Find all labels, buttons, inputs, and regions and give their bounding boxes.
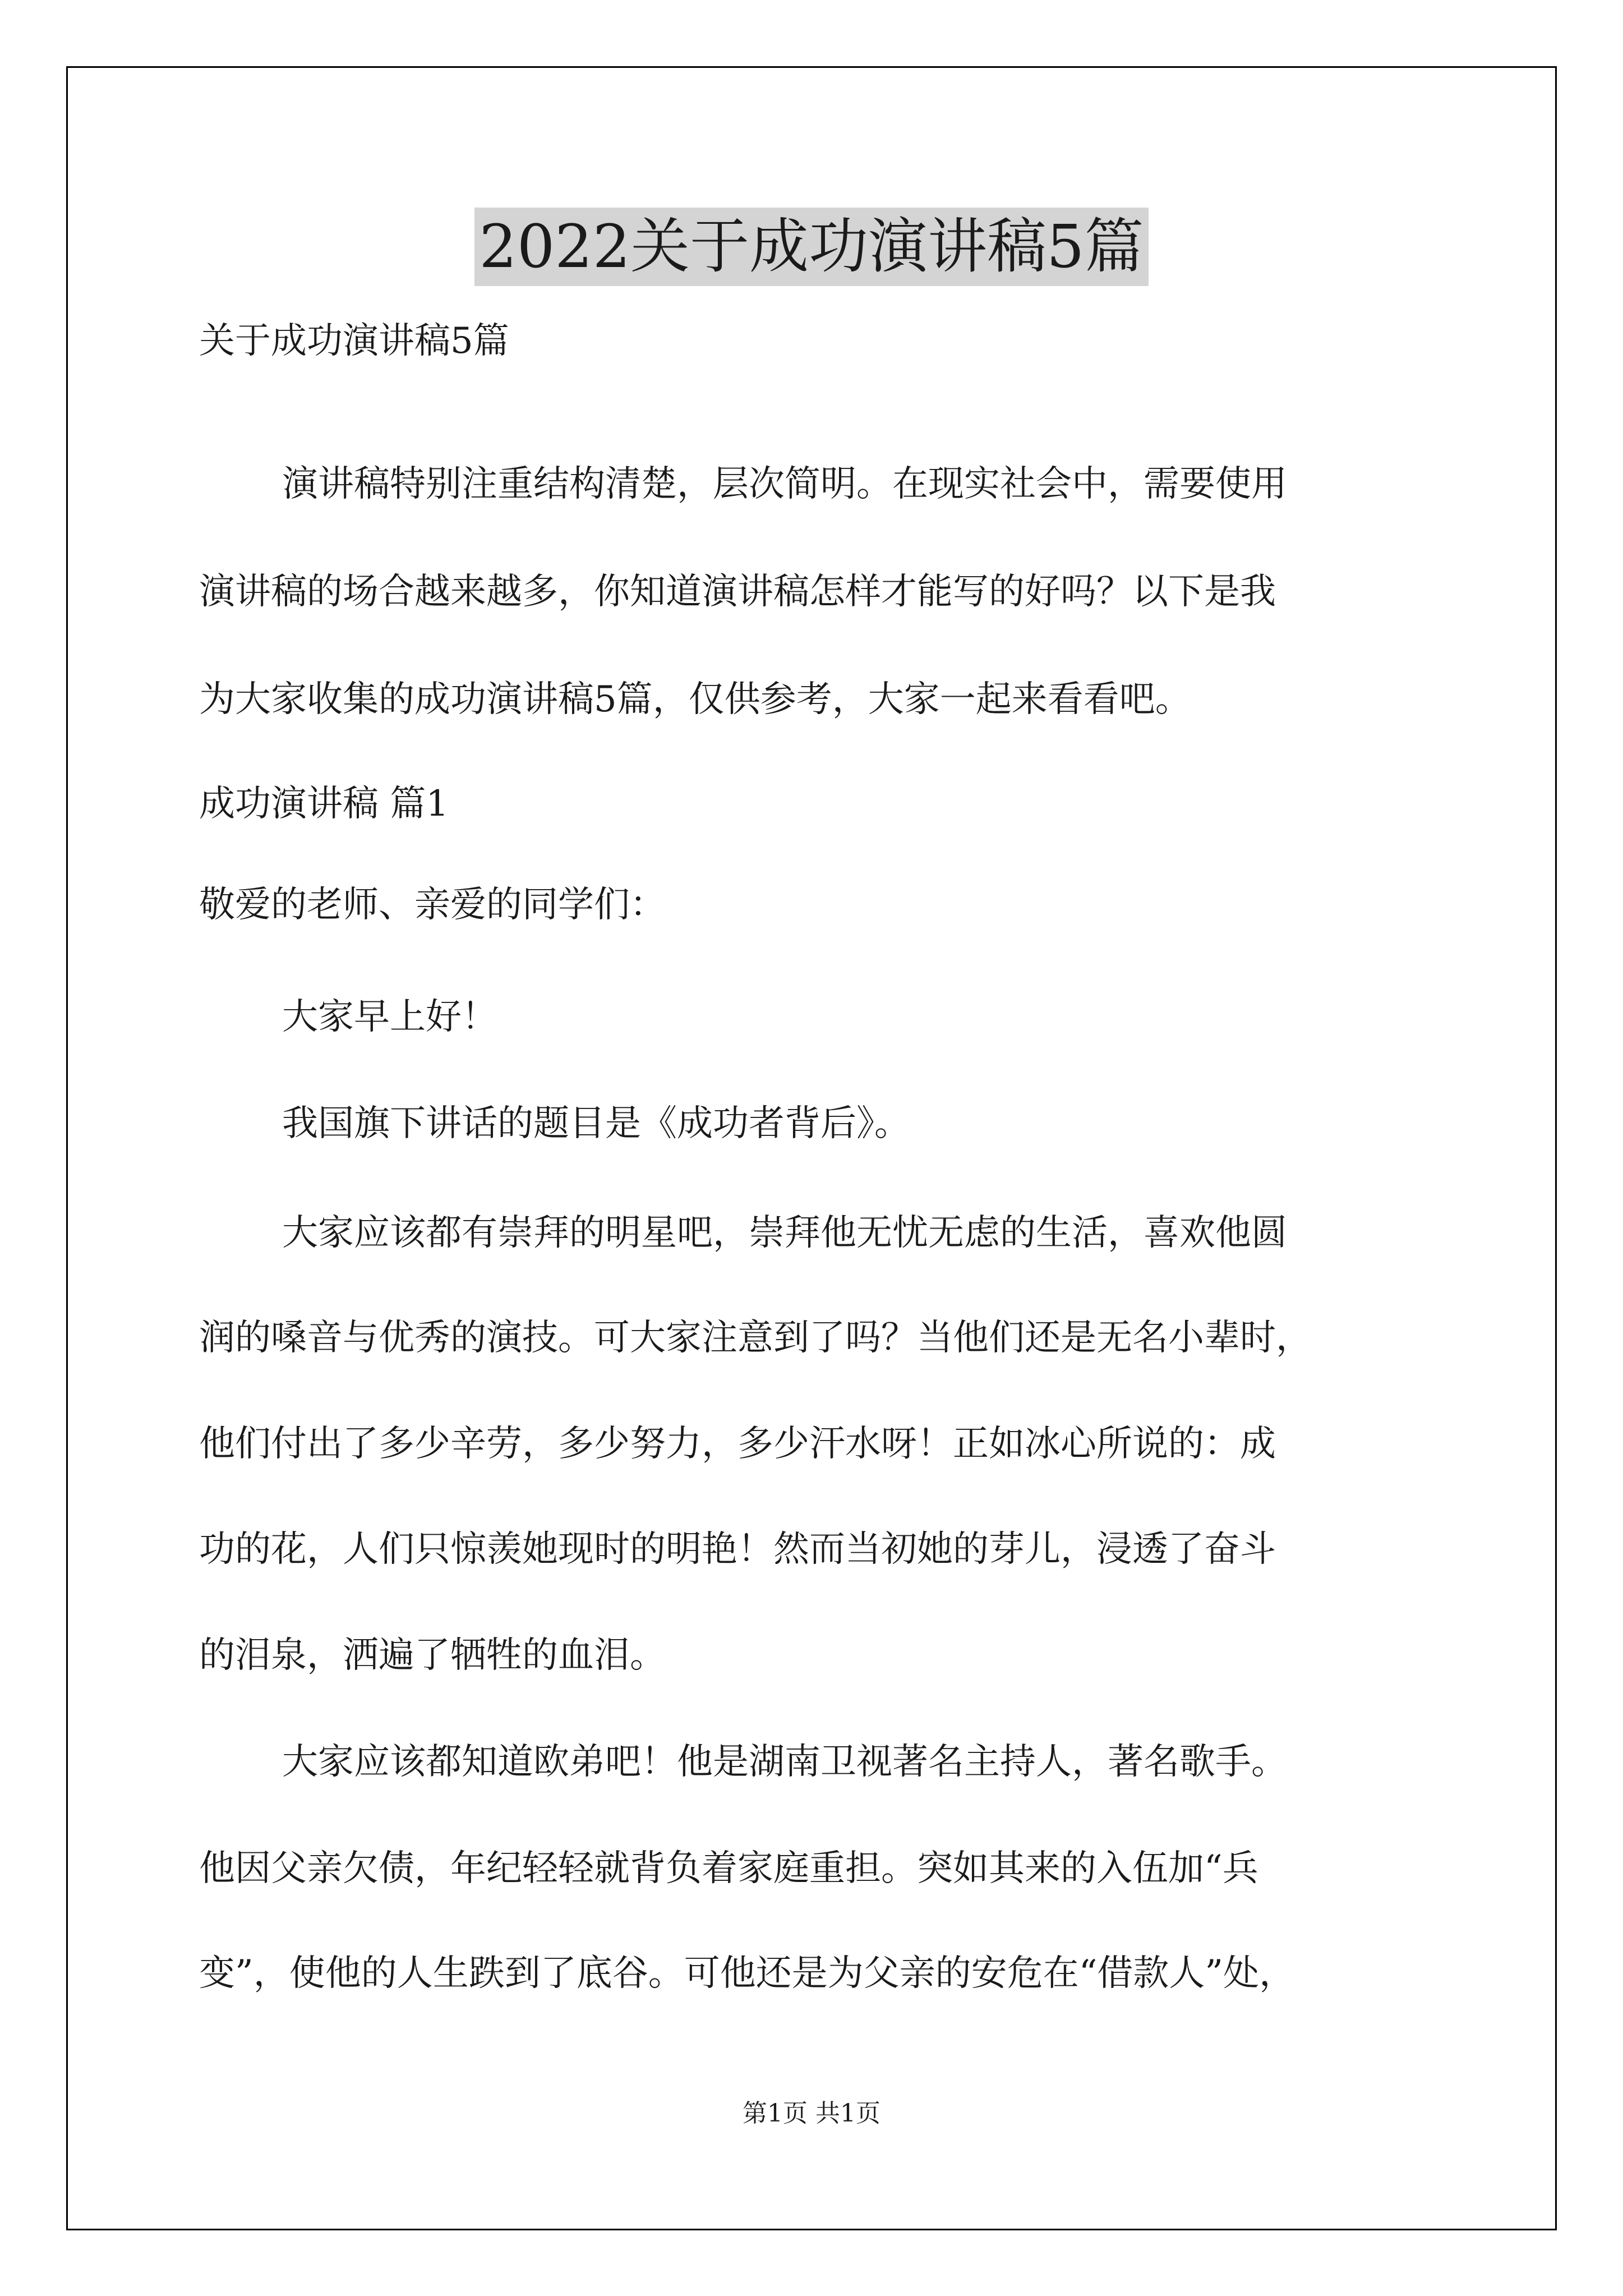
doc-line-greeting: 大家早上好！ bbox=[282, 996, 497, 1038]
doc-line-intro-2: 演讲稿的场合越来越多，你知道演讲稿怎样才能写的好吗？以下是我 bbox=[199, 571, 1276, 613]
doc-line-para1-5: 的泪泉，洒遍了牺牲的血泪。 bbox=[199, 1635, 666, 1676]
page-footer bbox=[0, 2097, 1623, 2131]
doc-line-para1-4: 功的花，人们只惊羡她现时的明艳！然而当初她的芽儿，浸透了奋斗 bbox=[199, 1529, 1276, 1570]
doc-line-subtitle: 关于成功演讲稿5篇 bbox=[199, 320, 509, 362]
doc-line-para1-2: 润的嗓音与优秀的演技。可大家注意到了吗？当他们还是无名小辈时， bbox=[199, 1317, 1312, 1359]
doc-line-intro-3: 为大家收集的成功演讲稿5篇，仅供参考，大家一起来看看吧。 bbox=[199, 679, 1191, 720]
doc-line-section-heading: 成功演讲稿 篇1 bbox=[199, 783, 449, 825]
page-number: 第1页 共1页 bbox=[743, 2099, 880, 2128]
doc-line-para2-2: 他因父亲欠债，年纪轻轻就背负着家庭重担。突如其来的入伍加“兵 bbox=[199, 1848, 1258, 1889]
document-title-block bbox=[0, 208, 1623, 286]
doc-line-para2-1: 大家应该都知道欧弟吧！他是湖南卫视著名主持人，著名歌手。 bbox=[282, 1741, 1287, 1783]
doc-line-para1-3: 他们付出了多少辛劳，多少努力，多少汗水呀！正如冰心所说的：成 bbox=[199, 1423, 1276, 1465]
document-title: 2022关于成功演讲稿5篇 bbox=[474, 208, 1148, 286]
doc-line-intro-1: 演讲稿特别注重结构清楚，层次简明。在现实社会中，需要使用 bbox=[282, 463, 1287, 505]
doc-line-salutation: 敬爱的老师、亲爱的同学们： bbox=[199, 884, 666, 926]
doc-line-para2-3: 变”，使他的人生跌到了底谷。可他还是为父亲的安危在“借款人”处， bbox=[199, 1953, 1295, 1994]
doc-line-para1-1: 大家应该都有崇拜的明星吧，崇拜他无忧无虑的生活，喜欢他圆 bbox=[282, 1212, 1287, 1254]
doc-line-topic: 我国旗下讲话的题目是《成功者背后》。 bbox=[282, 1103, 910, 1144]
